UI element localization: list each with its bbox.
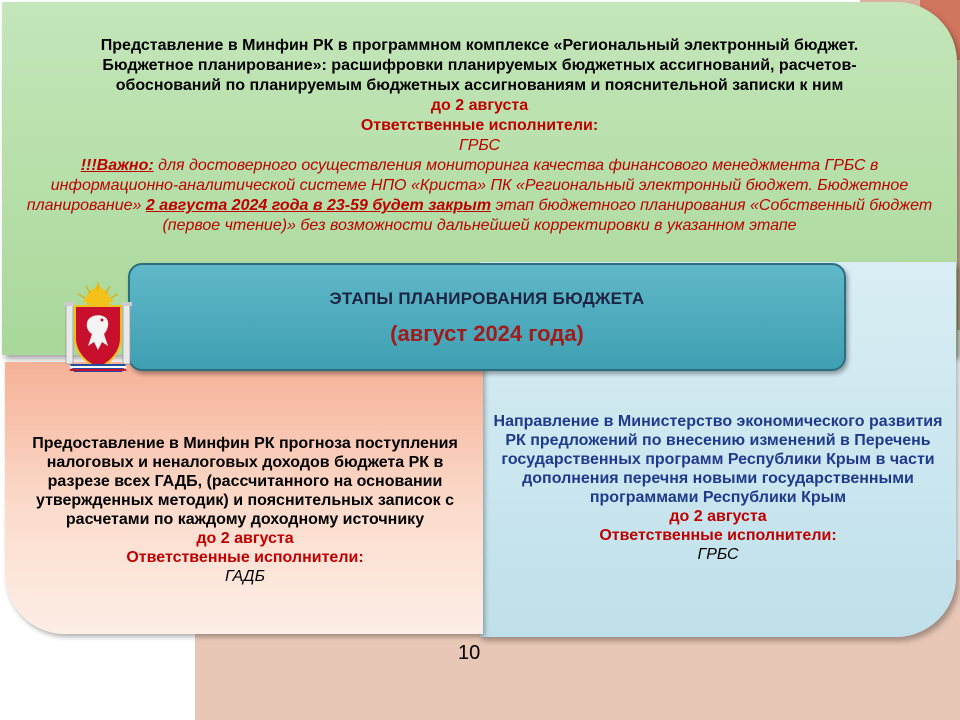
banner-subtitle: (август 2024 года) [390, 321, 584, 346]
left-deadline: до 2 августа [196, 530, 294, 547]
right-responsible-label: Ответственные исполнители: [599, 527, 837, 544]
important-note [16, 156, 943, 236]
stages-banner [128, 263, 846, 371]
top-responsible-label: Ответственные исполнители: [360, 117, 599, 134]
left-info-block [5, 362, 483, 634]
important-text-1: для достоверного осуществления мониторинга качества финансового менеджмента ГРБС в информационно-аналитической системе НПО «Криста» ПК «Региональный электронный бюджет. Бюджетное планирование» [26, 157, 909, 214]
important-text-2: этап бюджетного планирования «Собственный бюджет (первое чтение)» без возможности дальнейшей корректировки в указанном этапе [162, 197, 933, 234]
page-number: 10 [458, 642, 481, 664]
important-bold: 2 августа 2024 года в 23-59 будет закрыт [145, 197, 492, 214]
important-prefix: !!!Важно: [80, 157, 154, 174]
top-line-3: обоснований по планируемым бюджетных ассигнованиям и пояснительной записки к ним [115, 77, 844, 94]
top-responsible-value: ГРБС [459, 137, 500, 154]
crimea-emblem-icon [62, 280, 134, 376]
left-responsible-value: ГАДБ [225, 568, 265, 585]
top-line-2: Бюджетное планирование»: расшифровки планируемых бюджетных ассигнований, расчетов- [102, 57, 857, 74]
top-deadline: до 2 августа [430, 97, 529, 114]
right-text: Направление в Министерство экономического развития РК предложений по внесению изменений в Перечень государственных программ Республики Крым в части дополнения перечня новыми государственными программами Республики Крым [493, 413, 943, 506]
left-text: Предоставление в Минфин РК прогноза поступления налоговых и неналоговых доходов бюджета РК в разрезе всех ГАДБ, (рассчитанного на основании утвержденных методик) и пояснительных записок с расчетами по каждому доходному источнику [32, 435, 458, 528]
banner-title: ЭТАПЫ ПЛАНИРОВАНИЯ БЮДЖЕТА [329, 289, 645, 308]
top-line-1: Представление в Минфин РК в программном комплексе «Региональный электронный бюджет. [100, 37, 859, 54]
left-responsible-label: Ответственные исполнители: [126, 549, 364, 566]
right-responsible-value: ГРБС [697, 546, 739, 563]
right-deadline: до 2 августа [669, 508, 767, 525]
